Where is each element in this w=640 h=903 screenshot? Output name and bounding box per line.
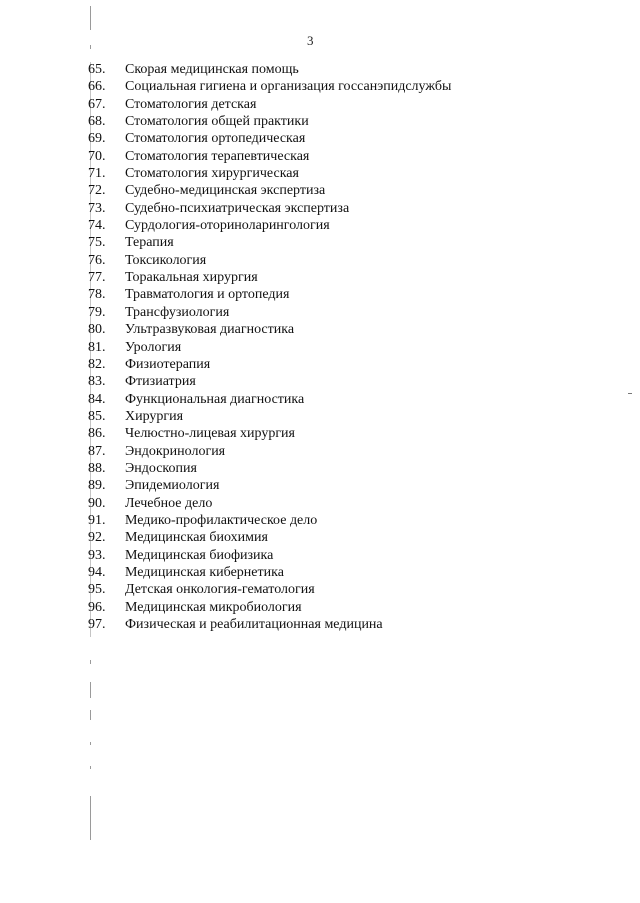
list-item-label: Стоматология общей практики <box>125 114 309 130</box>
list-item-number: 85. <box>88 408 106 424</box>
list-item-number: 66. <box>88 79 106 95</box>
list-item-label: Сурдология-оториноларингология <box>125 218 330 234</box>
list-item-number: 89. <box>88 478 106 494</box>
list-item-label: Хирургия <box>125 408 184 424</box>
list-item <box>88 512 451 529</box>
list-item <box>88 495 451 512</box>
scan-edge-line <box>90 660 91 664</box>
list-item-number: 90. <box>88 495 106 511</box>
scan-edge-mark <box>628 393 632 394</box>
list-item-number: 77. <box>88 270 106 286</box>
list-item <box>88 200 451 217</box>
list-item <box>88 339 451 356</box>
scan-edge-line <box>90 796 91 840</box>
list-item-number: 87. <box>88 443 106 459</box>
list-item <box>88 130 451 147</box>
list-item <box>88 391 451 408</box>
list-item <box>88 477 451 494</box>
list-item <box>88 78 451 95</box>
list-item-number: 69. <box>88 131 106 147</box>
list-item <box>88 373 451 390</box>
list-item-label: Торакальная хирургия <box>125 270 258 286</box>
list-item-number: 93. <box>88 547 106 563</box>
list-item-label: Медико-профилактическое дело <box>125 512 318 528</box>
list-item-label: Медицинская микробиология <box>125 599 302 615</box>
specialty-list <box>88 61 451 633</box>
list-item-label: Ультразвуковая диагностика <box>125 322 295 338</box>
list-item-label: Челюстно-лицевая хирургия <box>125 426 295 442</box>
list-item-label: Физиотерапия <box>125 356 211 372</box>
list-item-label: Стоматология терапевтическая <box>125 148 310 164</box>
list-item-number: 73. <box>88 200 106 216</box>
list-item-label: Детская онкология-гематология <box>125 582 315 598</box>
list-item-label: Стоматология детская <box>125 96 257 112</box>
list-item-number: 88. <box>88 460 106 476</box>
list-item <box>88 113 451 130</box>
list-item <box>88 217 451 234</box>
list-item-label: Урология <box>125 339 182 355</box>
list-item-label: Медицинская кибернетика <box>125 564 284 580</box>
list-item-number: 97. <box>88 617 106 632</box>
list-item-label: Физическая и реабилитационная медицина <box>125 617 383 632</box>
list-item <box>88 304 451 321</box>
list-item <box>88 460 451 477</box>
list-item <box>88 96 451 113</box>
list-item-label: Медицинская биохимия <box>125 530 268 546</box>
scan-edge-line <box>90 6 91 30</box>
list-item-number: 79. <box>88 304 106 320</box>
list-item-number: 92. <box>88 530 106 546</box>
list-item-number: 75. <box>88 235 106 251</box>
list-item <box>88 356 451 373</box>
list-item-label: Скорая медицинская помощь <box>125 62 299 77</box>
scan-edge-line <box>90 766 91 769</box>
list-item <box>88 61 451 78</box>
scan-edge-line <box>90 710 91 720</box>
page-number: 3 <box>307 33 314 48</box>
list-item-number: 94. <box>88 564 106 580</box>
list-item-number: 74. <box>88 218 106 234</box>
list-item-label: Медицинская биофизика <box>125 547 274 563</box>
list-item-number: 70. <box>88 148 106 164</box>
list-item <box>88 581 451 598</box>
list-item-number: 67. <box>88 96 106 112</box>
list-item-label: Травматология и ортопедия <box>125 287 290 303</box>
list-item-number: 78. <box>88 287 106 303</box>
list-item-number: 95. <box>88 582 106 598</box>
list-item-number: 81. <box>88 339 106 355</box>
list-item-label: Эпидемиология <box>125 478 220 494</box>
list-item-label: Эндокринология <box>125 443 226 459</box>
list-item-number: 84. <box>88 391 106 407</box>
list-item <box>88 234 451 251</box>
list-item-number: 68. <box>88 114 106 130</box>
list-item <box>88 408 451 425</box>
list-item <box>88 547 451 564</box>
list-item-number: 96. <box>88 599 106 615</box>
list-item-number: 76. <box>88 252 106 268</box>
list-item-label: Токсикология <box>125 252 207 268</box>
list-item-label: Трансфузиология <box>125 304 230 320</box>
list-item <box>88 182 451 199</box>
list-item <box>88 286 451 303</box>
list-item <box>88 529 451 546</box>
list-item-label: Фтизиатрия <box>125 374 196 390</box>
list-item-label: Терапия <box>125 235 174 251</box>
list-item-number: 65. <box>88 62 106 77</box>
list-item-number: 83. <box>88 374 106 390</box>
list-item-label: Стоматология ортопедическая <box>125 131 306 147</box>
list-item-number: 80. <box>88 322 106 338</box>
list-item <box>88 321 451 338</box>
list-item-label: Функциональная диагностика <box>125 391 305 407</box>
list-item <box>88 443 451 460</box>
scan-edge-line <box>90 682 91 698</box>
list-item-number: 71. <box>88 166 106 182</box>
scan-edge-line <box>90 45 91 49</box>
list-item-label: Лечебное дело <box>125 495 213 511</box>
list-item <box>88 269 451 286</box>
scan-edge-line <box>90 742 91 745</box>
list-item <box>88 599 451 616</box>
list-item-label: Эндоскопия <box>125 460 197 476</box>
list-item <box>88 564 451 581</box>
list-item-number: 91. <box>88 512 106 528</box>
list-item-label: Социальная гигиена и организация госсанэпидслужбы <box>125 79 452 95</box>
list-item <box>88 425 451 442</box>
list-item <box>88 165 451 182</box>
list-item-label: Судебно-медицинская экспертиза <box>125 183 326 199</box>
list-item <box>88 148 451 165</box>
list-item <box>88 252 451 269</box>
list-item-number: 86. <box>88 426 106 442</box>
list-item <box>88 616 451 633</box>
list-item-label: Судебно-психиатрическая экспертиза <box>125 200 350 216</box>
list-item-number: 72. <box>88 183 106 199</box>
list-item-label: Стоматология хирургическая <box>125 166 299 182</box>
list-item-number: 82. <box>88 356 106 372</box>
